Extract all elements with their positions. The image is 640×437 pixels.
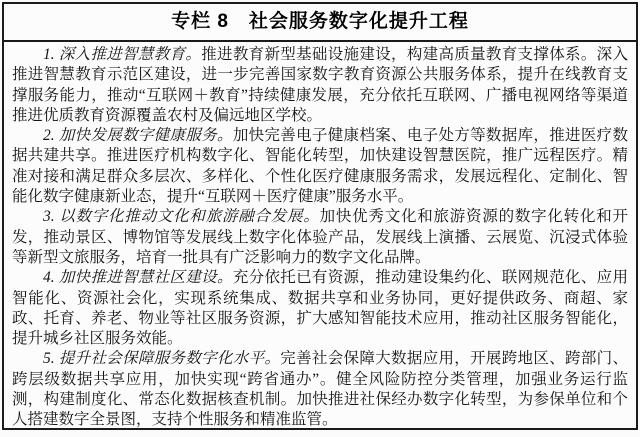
box-title: 专栏 8 社会服务数字化提升工程	[4, 4, 636, 42]
paragraph-4-text: 充分依托已有资源，推动建设集约化、联网规范化、应用智能化、资源社会化，实现系统集成、数据共享和业务协同，更好提供政务、商超、家政、托育、养老、物业等社区服务资源，扩大感知智能技术应用，推动社区服务智能化，提升城乡社区服务效能。	[12, 269, 628, 348]
paragraph-5	[12, 349, 628, 430]
paragraph-5-text: 完善社会保障大数据应用，开展跨地区、跨部门、跨层级数据共享应用，加快实现“跨省通办”。健全风险防控分类管理，加强业务运行监测，构建制度化、常态化数据核查机制。加快推进社保经办数字化转型，为参保单位和个人搭建数字全景图，支持个性服务和精准监管。	[12, 350, 628, 429]
paragraph-5-lead: 5. 提升社会保障服务数字化水平。	[43, 350, 281, 368]
column-box	[2, 2, 638, 430]
paragraph-4-lead: 4. 加快推进智慧社区建设。	[43, 269, 233, 287]
paragraph-2-lead: 2. 加快发展数字健康服务。	[43, 127, 233, 145]
paragraph-2	[12, 126, 628, 207]
paragraph-1-lead: 1. 深入推进智慧教育。	[43, 46, 202, 63]
box-body	[4, 42, 636, 431]
paragraph-3-text: 加快优秀文化和旅游资源的数字化转化和开发，推动景区、博物馆等发展线上数字化体验产品，发展线上演播、云展览、沉浸式体验等新型文旅服务，培育一批具有广泛影响力的数字文化品牌。	[12, 208, 628, 266]
paragraph-3	[12, 207, 628, 268]
paragraph-1	[12, 45, 628, 126]
paragraph-2-text: 加快完善电子健康档案、电子处方等数据库，推进医疗数据共建共享。推进医疗机构数字化、智能化转型，加快建设智慧医院，推广远程医疗。精准对接和满足群众多层次、多样化、个性化医疗健康服务需求，发展远程化、定制化、智能化数字健康新业态，提升“互联网＋医疗健康”服务水平。	[12, 127, 628, 206]
paragraph-4	[12, 268, 628, 349]
paragraph-3-lead: 3. 以数字化推动文化和旅游融合发展。	[43, 208, 320, 226]
paragraph-1-text: 推进教育新型基础设施建设，构建高质量教育支撑体系。深入推进智慧教育示范区建设，进一步完善国家数字教育资源公共服务体系，提升在线教育支撑服务能力，推动“互联网＋教育”持续健康发展，充分依托互联网、广播电视网络等渠道推进优质教育资源覆盖农村及偏远地区学校。	[12, 46, 628, 124]
